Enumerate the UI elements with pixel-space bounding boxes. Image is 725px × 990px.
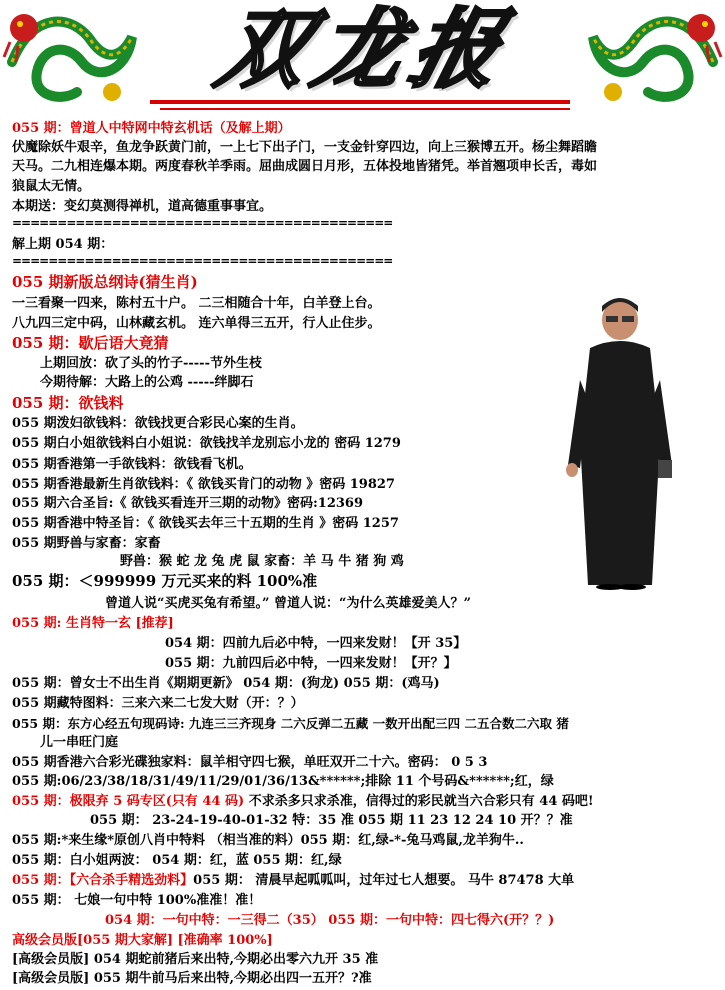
text-line: 不求杀多只求杀准，信得过的彩民就当六合彩只有 44 码吧! — [244, 794, 594, 809]
text-line: 上期回放：砍了头的竹子-----节外生枝 — [40, 356, 262, 371]
text-line: 055 期藏特图料：三来六来二七发大财（开：？） — [12, 696, 304, 711]
section-heading: 055 期：【六合杀手精选劲料】 — [12, 873, 194, 888]
text-line: 055 期： 清晨早起呱呱叫，过年过七人想要。 马牛 87478 大单 — [193, 873, 575, 888]
text-line — [12, 793, 594, 810]
text-line: 055 期香港中特圣旨：《 欲钱买去年三十五期的生肖 》密码 1257 — [12, 516, 399, 531]
section-heading: 055 期：曾道人中特网中特玄机话（及解上期） — [12, 121, 291, 136]
text-line: 055 期:06/23/38/18/31/49/11/29/01/36/13&******;排除 11 个号码&******;红，绿 — [12, 774, 554, 789]
section-heading: 高级会员版[055 期大家解] [准确率 100%] — [12, 933, 273, 948]
text-line: 天马。二九相连爆本期。两度春秋羊季雨。屈曲成圆日月形，五体投地皆猪凭。举首翘项申长舌，毒如 — [12, 159, 598, 174]
section-heading: 055 期：欲钱料 — [12, 394, 124, 412]
section-heading: 055 期: 生肖特一玄 [推荐] — [12, 616, 174, 631]
text-line: 狼鼠太无情。 — [12, 179, 91, 194]
section-heading: 055 期：极限弃 5 码专区(只有 44 码) — [12, 794, 245, 809]
text-line: 055 期：白小姐两波： 054 期：红，蓝 055 期：红,绿 — [12, 853, 342, 868]
text-line: 曾道人说“买虎买兔有希望。” 曾道人说：“为什么英雄爱美人？” — [105, 596, 471, 611]
text-line: 055 期： 七娘一句中特 100%准准！准！ — [12, 893, 262, 908]
text-line: 055 期六合圣旨:《 欲钱买看连开三期的动物》密码:12369 — [12, 496, 364, 511]
text-line: 野兽：猴 蛇 龙 兔 虎 鼠 家畜：羊 马 牛 猪 狗 鸡 — [120, 554, 404, 569]
text-line: 054 期：四前九后必中特，一四来发财！【开 35】 — [165, 636, 467, 651]
text-line: 055 期:*来生缘*原创八肖中特料 （相当准的料）055 期：红,绿-*-兔马鸡鼠,龙羊狗牛.. — [12, 833, 524, 848]
divider: ========================================== — [12, 216, 393, 230]
text-line: 解上期 054 期： — [12, 237, 114, 252]
section-heading: 055 期：歇后语大竟猜 — [12, 334, 169, 352]
section-heading: 055 期新版总纲诗(猜生肖) — [12, 273, 198, 291]
section-heading: 054 期：一句中特：一三得二（35） 055 期：一句中特：四七得六(开？？) — [105, 913, 555, 928]
text-line: 055 期香港最新生肖欲钱料：《 欲钱买肯门的动物 》密码 19827 — [12, 477, 395, 492]
text-line: 儿一串旺门庭 — [40, 735, 119, 750]
text-line: 055 期：＜999999 万元买来的料 100%准 — [12, 572, 318, 590]
text-line: 055 期： 23-24-19-40-01-32 特：35 准 055 期 11 23 12 24 10 开？？准 — [90, 813, 573, 828]
text-line: 伏魔除妖牛艰辛，鱼龙争跃黄门前，一上七下出子门，一支金针穿四边，向上三猴博五开。杨尘舞蹈瞻 — [12, 140, 598, 155]
dragon-left-icon — [2, 2, 142, 110]
text-line: [高级会员版] 054 期蛇前猪后来出特,今期必出零六九开 35 准 — [12, 952, 379, 967]
text-line: 本期送：变幻莫测得禅机，道高德重事事宜。 — [12, 199, 273, 214]
text-line: 八九四三定中码，山林藏玄机。 连六单得三五开，行人止住步。 — [12, 316, 381, 331]
dragon-right-icon — [583, 2, 723, 110]
text-line: 今期待解：大路上的公鸡 -----绊脚石 — [40, 375, 254, 390]
text-line: 055 期白小姐欲钱料白小姐说：欲钱找羊龙别忘小龙的 密码 1279 — [12, 436, 401, 451]
person-portrait-icon — [560, 290, 680, 590]
text-line: 055 期香港第一手欲钱料：欲钱看飞机。 — [12, 457, 252, 472]
text-line: 055 期：九前四后必中特，一四来发财！【开？】 — [165, 656, 457, 671]
title-underline-red — [150, 100, 570, 104]
masthead-title: 双龙报 — [208, 0, 522, 100]
text-line: 055 期香港六合彩光碟独家料：鼠羊相守四七猴，单旺双开二十六。密码： 0 5 3 — [12, 755, 488, 770]
title-underline-red-thin — [160, 108, 570, 110]
text-line: 055 期泼妇欲钱料：欲钱找更合彩民心案的生肖。 — [12, 416, 304, 431]
text-line: 一三看聚一四来，陈村五十户。 二三相随合十年，白羊登上台。 — [12, 296, 381, 311]
text-line — [12, 872, 574, 889]
divider: ========================================== — [12, 254, 393, 268]
header — [0, 0, 725, 118]
text-line: [高级会员版] 055 期牛前马后来出特,今期必出四一五开？?准 — [12, 971, 372, 986]
text-line: 055 期野兽与家畜：家畜 — [12, 536, 161, 551]
text-line: 055 期：曾女士不出生肖《期期更新》 054 期：(狗龙) 055 期：(鸡马) — [12, 676, 440, 691]
text-line: 055 期：东方心经五句现码诗: 九连三三齐现身 二六反弹二五藏 一数开出配三四 二五合数二六取 猪 — [12, 716, 569, 731]
